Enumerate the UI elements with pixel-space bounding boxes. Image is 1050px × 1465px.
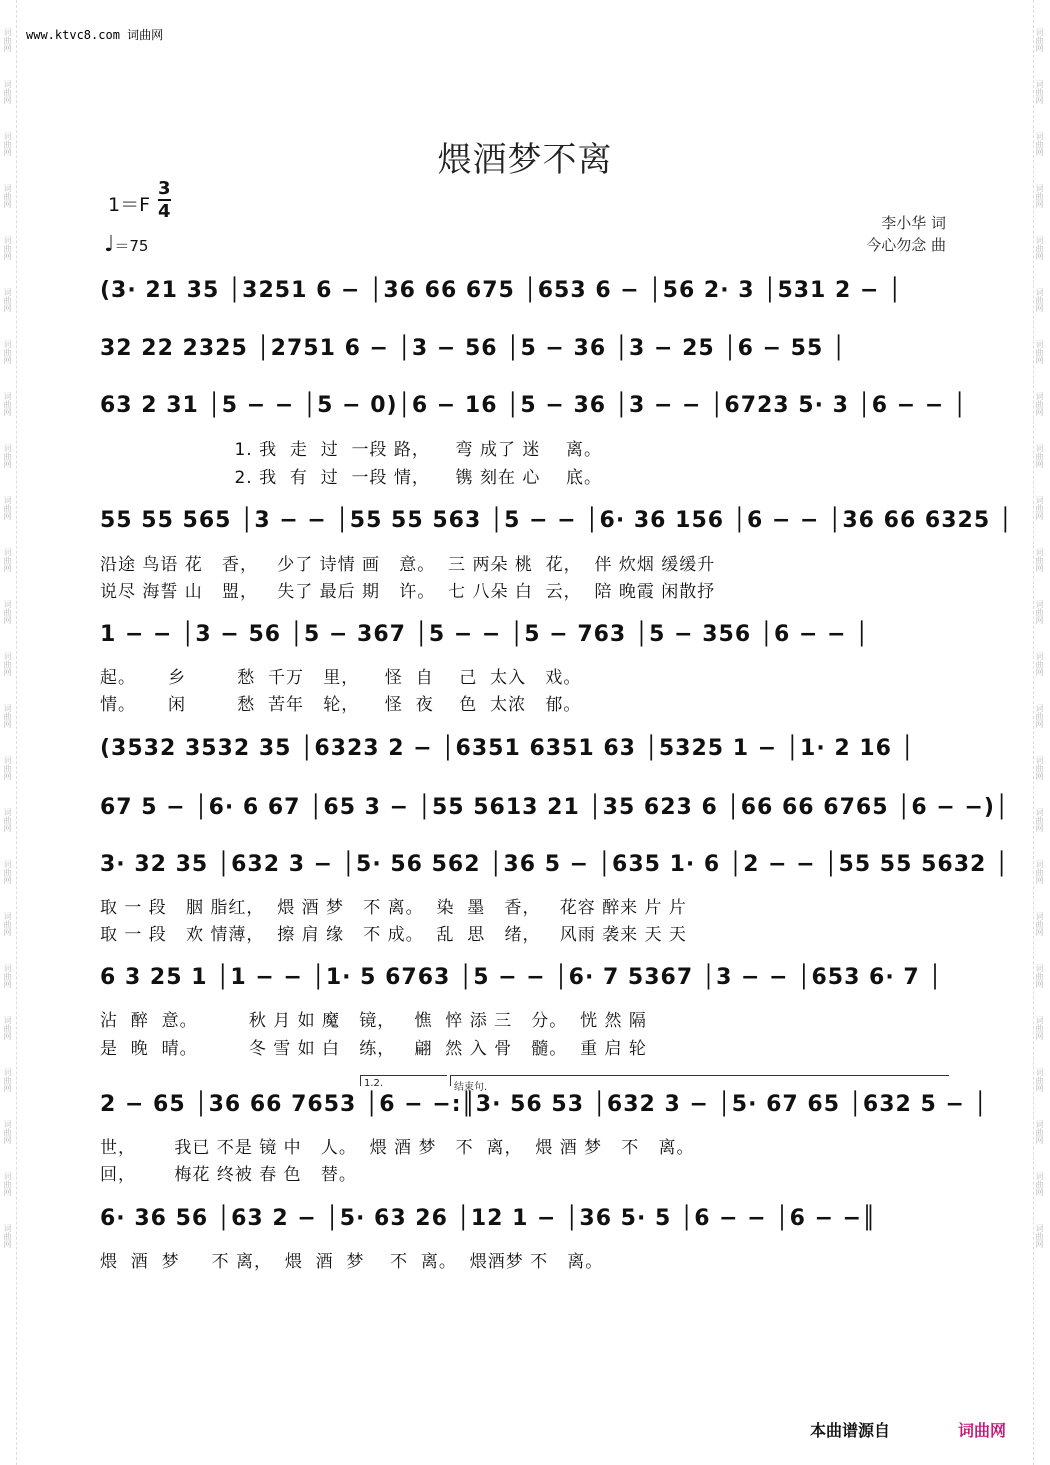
watermark-text: 词曲网 xyxy=(3,1224,12,1248)
watermark-text: 词曲网 xyxy=(1035,80,1044,104)
score-line: 1 − − │3 − 56 │5 − 367 │5 − − │5 − 763 │5 − 356 │6 − − │ xyxy=(100,622,870,647)
score-line: 6· 36 56 │63 2 − │5· 63 26 │12 1 − │36 5· 5 │6 − − │6 − −║ xyxy=(100,1206,877,1231)
score-line: 63 2 31 │5 − − │5 − 0)│6 − 16 │5 − 36 │3 − − │6723 5· 3 │6 − − │ xyxy=(100,393,968,418)
watermark-text: 词曲网 xyxy=(1035,1016,1044,1040)
quarter-note-icon: ♩ xyxy=(104,232,115,257)
watermark-text: 词曲网 xyxy=(1035,340,1044,364)
tempo-marking xyxy=(104,232,148,257)
watermark-text: 词曲网 xyxy=(3,808,12,832)
footer-brand[interactable]: 词曲网 xyxy=(958,1421,1007,1440)
lyric-line: 回， 梅花 终被 春 色 替。 xyxy=(100,1165,357,1185)
watermark-text: 词曲网 xyxy=(3,548,12,572)
time-signature-bottom: 4 xyxy=(158,201,171,222)
watermark-text: 词曲网 xyxy=(1035,704,1044,728)
score-line: 67 5 − │6· 6 67 │65 3 − │55 5613 21 │35 623 6 │66 66 6765 │6 − −)│ xyxy=(100,795,1010,820)
watermark-text: 词曲网 xyxy=(1035,756,1044,780)
watermark-text: 词曲网 xyxy=(3,964,12,988)
site-url: www.ktvc8.com 词曲网 xyxy=(26,28,164,42)
watermark-text: 词曲网 xyxy=(1035,184,1044,208)
lyricist: 李小华 词 xyxy=(881,214,946,232)
watermark-text: 词曲网 xyxy=(1035,392,1044,416)
watermark-text: 词曲网 xyxy=(3,184,12,208)
right-watermark-strip xyxy=(1033,0,1048,1465)
watermark-text: 词曲网 xyxy=(1035,912,1044,936)
watermark-text: 词曲网 xyxy=(1035,600,1044,624)
score-line: (3· 21 35 │3251 6 − │36 66 675 │653 6 − │56 2· 3 │531 2 − │ xyxy=(100,278,903,303)
watermark-text: 词曲网 xyxy=(3,496,12,520)
key-signature: 1＝F xyxy=(108,194,151,216)
tempo-value: ＝75 xyxy=(114,237,149,255)
score-line: 2 − 65 │36 66 7653 │6 − −:║3· 56 53 │632 3 − │5· 67 65 │632 5 − │ xyxy=(100,1092,988,1117)
lyric-line: 煨 酒 梦 不 离， 煨 酒 梦 不 离。 煨酒梦 不 离。 xyxy=(100,1252,604,1272)
time-signature-top: 3 xyxy=(158,178,171,199)
watermark-text: 词曲网 xyxy=(1035,548,1044,572)
volta-first-label: 1.2. xyxy=(364,1078,384,1089)
watermark-text: 词曲网 xyxy=(1035,288,1044,312)
watermark-text: 词曲网 xyxy=(1035,496,1044,520)
lyric-line: 说尽 海誓 山 盟， 失了 最后 期 许。 七 八朵 白 云， 陪 晚霞 闲散抒 xyxy=(100,582,716,602)
watermark-text: 词曲网 xyxy=(1035,1068,1044,1092)
watermark-text: 词曲网 xyxy=(1035,860,1044,884)
lyric-line: 是 晚 晴。 冬 雪 如 白 练， 翩 然 入 骨 髓。 重 启 轮 xyxy=(100,1039,647,1059)
lyric-line: 起。 乡 愁 千万 里， 怪 自 己 太入 戏。 xyxy=(100,668,582,688)
watermark-text: 词曲网 xyxy=(1035,652,1044,676)
score-line: (3532 3532 35 │6323 2 − │6351 6351 63 │5325 1 − │1· 2 16 │ xyxy=(100,736,915,761)
volta-ending-label: 结束句. xyxy=(454,1082,488,1093)
lyric-line: 情。 闲 愁 苦年 轮， 怪 夜 色 太浓 郁。 xyxy=(100,695,582,715)
volta-ending-bracket xyxy=(450,1075,949,1086)
watermark-text: 词曲网 xyxy=(1035,132,1044,156)
watermark-text: 词曲网 xyxy=(3,756,12,780)
lyric-line: 世， 我已 不是 镜 中 人。 煨 酒 梦 不 离， 煨 酒 梦 不 离。 xyxy=(100,1138,695,1158)
watermark-text: 词曲网 xyxy=(3,288,12,312)
time-signature xyxy=(158,178,171,222)
lyric-line: 1. 我 走 过 一段 路， 弯 成了 迷 离。 xyxy=(100,440,602,460)
watermark-text: 词曲网 xyxy=(3,912,12,936)
watermark-text: 词曲网 xyxy=(3,1016,12,1040)
credits xyxy=(866,212,946,256)
left-watermark-strip xyxy=(2,0,17,1465)
lyric-line: 取 一 段 胭 脂红， 煨 酒 梦 不 离。 染 墨 香， 花容 醉来 片 片 xyxy=(100,898,687,918)
watermark-text: 词曲网 xyxy=(3,860,12,884)
score-line: 6 3 25 1 │1 − − │1· 5 6763 │5 − − │6· 7 5367 │3 − − │653 6· 7 │ xyxy=(100,965,943,990)
watermark-text: 词曲网 xyxy=(3,340,12,364)
lyric-line: 取 一 段 欢 情薄， 擦 肩 缘 不 成。 乱 思 绪， 风雨 袭来 天 天 xyxy=(100,925,687,945)
lyric-line: 2. 我 有 过 一段 情， 镌 刻在 心 底。 xyxy=(100,468,602,488)
lyric-line: 沾 醉 意。 秋 月 如 魔 镜， 憔 悴 添 三 分。 恍 然 隔 xyxy=(100,1011,647,1031)
watermark-text: 词曲网 xyxy=(1035,236,1044,260)
watermark-text: 词曲网 xyxy=(1035,808,1044,832)
watermark-text: 词曲网 xyxy=(3,28,12,52)
watermark-text: 词曲网 xyxy=(1035,444,1044,468)
watermark-text: 词曲网 xyxy=(3,444,12,468)
watermark-text: 词曲网 xyxy=(1035,964,1044,988)
score-line: 3· 32 35 │632 3 − │5· 56 562 │36 5 − │635 1· 6 │2 − − │55 55 5632 │ xyxy=(100,852,1010,877)
watermark-text: 词曲网 xyxy=(3,236,12,260)
score-line: 32 22 2325 │2751 6 − │3 − 56 │5 − 36 │3 − 25 │6 − 55 │ xyxy=(100,336,847,361)
score-line: 55 55 565 │3 − − │55 55 563 │5 − − │6· 36 156 │6 − − │36 66 6325 │ xyxy=(100,508,1014,533)
song-title: 煨酒梦不离 xyxy=(437,140,613,180)
watermark-text: 词曲网 xyxy=(3,600,12,624)
watermark-text: 词曲网 xyxy=(3,704,12,728)
watermark-text: 词曲网 xyxy=(3,80,12,104)
watermark-text: 词曲网 xyxy=(3,652,12,676)
watermark-text: 词曲网 xyxy=(1035,28,1044,52)
watermark-text: 词曲网 xyxy=(1035,1224,1044,1248)
lyric-line: 沿途 鸟语 花 香， 少了 诗情 画 意。 三 两朵 桃 花， 伴 炊烟 缓缓升 xyxy=(100,555,716,575)
watermark-text: 词曲网 xyxy=(3,392,12,416)
watermark-text: 词曲网 xyxy=(3,1120,12,1144)
watermark-text: 词曲网 xyxy=(1035,1172,1044,1196)
watermark-text: 词曲网 xyxy=(3,1172,12,1196)
watermark-text: 词曲网 xyxy=(3,132,12,156)
watermark-text: 词曲网 xyxy=(3,1068,12,1092)
footer-source: 本曲谱源自 xyxy=(810,1421,891,1440)
watermark-text: 词曲网 xyxy=(1035,1120,1044,1144)
composer: 今心勿念 曲 xyxy=(866,236,946,254)
